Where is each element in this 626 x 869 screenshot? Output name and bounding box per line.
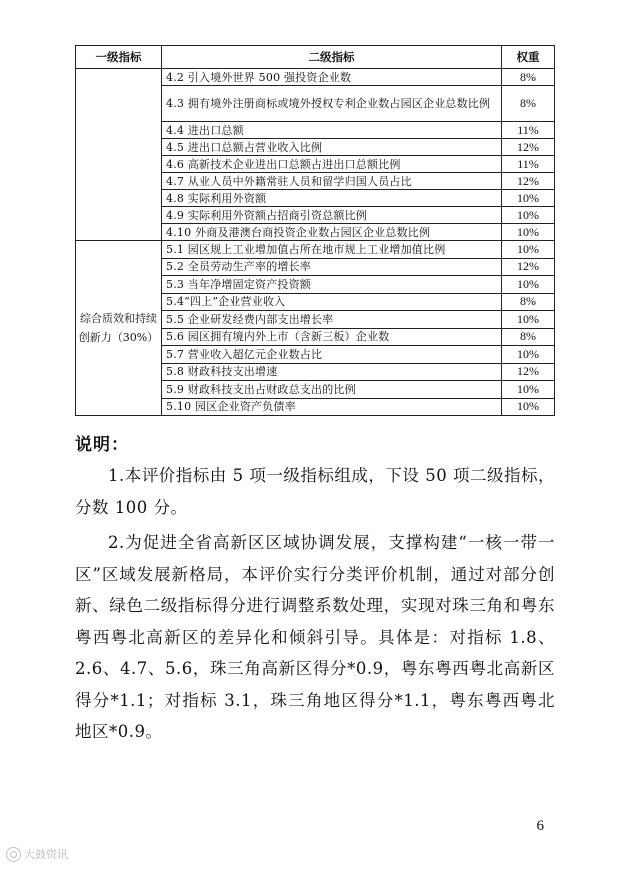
indicator-weight: 10% xyxy=(502,241,555,259)
indicator-weight: 12% xyxy=(502,363,555,381)
indicator-name: 4.3 拥有境外注册商标或境外授权专利企业数占园区企业总数比例 xyxy=(162,86,502,122)
indicator-weight: 11% xyxy=(502,122,555,139)
indicator-weight: 8% xyxy=(502,69,555,86)
notes-paragraph-2: 2.为促进全省高新区区域协调发展，支撑构建“一核一带一区”区域发展新格局，本评价实行分类评价机制，通过对部分创新、绿色二级指标得分进行调整系数处理，实现对珠三角和粤东粤西粤北高新区的差异化和倾斜引导。具体是：对指标 1.8、2.6、4.7、5.6，珠三角高新区得分*0.9，粤东粤西粤北高新区得分*1.1；对指标 3.1，珠三角地区得分*1.1，粤东粤西粤北地区*0.9。 xyxy=(75,533,555,741)
indicator-name: 4.9 实际利用外资额占招商引资总额比例 xyxy=(162,207,502,224)
header-level1: 一级指标 xyxy=(76,46,162,69)
indicator-name: 4.5 进出口总额占营业收入比例 xyxy=(162,139,502,156)
indicator-weight: 10% xyxy=(502,190,555,207)
indicator-weight: 10% xyxy=(502,207,555,224)
indicator-name: 4.7 从业人员中外籍常驻人员和留学归国人员占比 xyxy=(162,173,502,190)
indicator-name: 5.1 园区规上工业增加值占所在地市规上工业增加值比例 xyxy=(162,241,502,259)
level1-cell xyxy=(76,69,162,241)
watermark xyxy=(6,846,68,862)
header-weight: 权重 xyxy=(502,46,555,69)
indicator-name: 4.6 高新技术企业进出口总额占进出口总额比例 xyxy=(162,156,502,173)
page-number: 6 xyxy=(536,818,544,834)
indicator-weight: 10% xyxy=(502,398,555,416)
indicator-weight: 10% xyxy=(502,311,555,329)
indicator-weight: 10% xyxy=(502,381,555,399)
indicator-name: 4.10 外商及港澳台商投资企业数占园区企业总数比例 xyxy=(162,224,502,241)
indicator-weight: 10% xyxy=(502,346,555,364)
indicator-weight: 12% xyxy=(502,258,555,276)
table-header-row xyxy=(76,46,555,69)
indicator-weight: 10% xyxy=(502,276,555,294)
notes-title: 说明： xyxy=(75,435,129,455)
indicator-name: 5.4“四上”企业营业收入 xyxy=(162,293,502,311)
indicator-weight: 12% xyxy=(502,173,555,190)
table-row xyxy=(76,241,555,259)
indicator-weight: 8% xyxy=(502,328,555,346)
indicator-weight: 11% xyxy=(502,156,555,173)
indicator-name: 5.8 财政科技支出增速 xyxy=(162,363,502,381)
table-row xyxy=(76,69,555,86)
notes-paragraph-1: 1.本评价指标由 5 项一级指标组成，下设 50 项二级指标，分数 100 分。 xyxy=(75,466,555,517)
header-level2: 二级指标 xyxy=(162,46,502,69)
indicator-name: 4.2 引入境外世界 500 强投资企业数 xyxy=(162,69,502,86)
watermark-logo-icon xyxy=(6,847,21,862)
indicator-weight: 12% xyxy=(502,139,555,156)
indicator-name: 5.5 企业研发经费内部支出增长率 xyxy=(162,311,502,329)
level1-cell-comprehensive: 综合质效和持续创新力（30%） xyxy=(76,241,162,416)
indicator-name: 5.9 财政科技支出占财政总支出的比例 xyxy=(162,381,502,399)
indicator-name: 5.2 全员劳动生产率的增长率 xyxy=(162,258,502,276)
indicator-name: 4.8 实际利用外资额 xyxy=(162,190,502,207)
indicator-name: 4.4 进出口总额 xyxy=(162,122,502,139)
indicator-name: 5.3 当年净增固定资产投资额 xyxy=(162,276,502,294)
indicator-weight: 10% xyxy=(502,224,555,241)
indicator-name: 5.7 营业收入超亿元企业数占比 xyxy=(162,346,502,364)
indicator-weight: 8% xyxy=(502,86,555,122)
indicator-name: 5.10 园区企业资产负债率 xyxy=(162,398,502,416)
indicator-weight: 8% xyxy=(502,293,555,311)
indicator-name: 5.6 园区拥有境内外上市（含新三板）企业数 xyxy=(162,328,502,346)
watermark-text: 大鼓资讯 xyxy=(24,848,68,861)
indicator-table xyxy=(75,45,555,416)
